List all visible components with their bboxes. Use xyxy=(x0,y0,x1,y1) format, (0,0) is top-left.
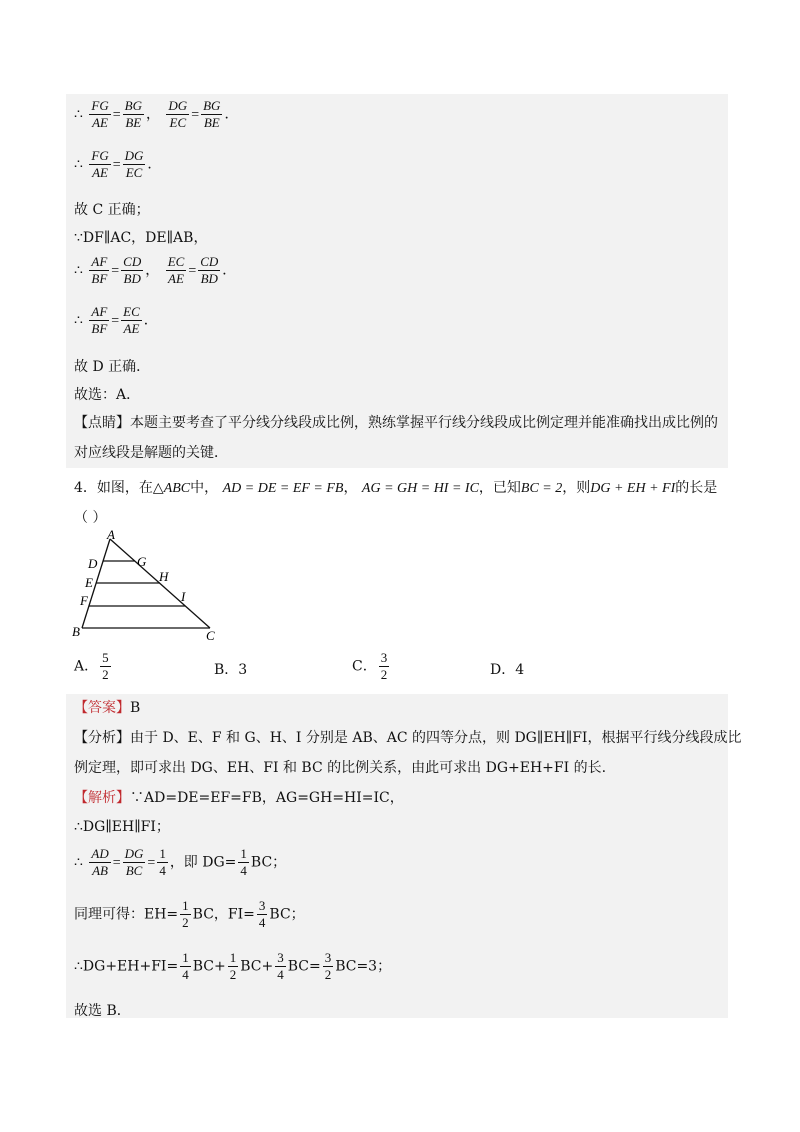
denominator: BF xyxy=(91,321,108,336)
because-symbol: ∵ xyxy=(74,230,83,246)
denominator: EC xyxy=(169,115,187,130)
numerator: BG xyxy=(124,98,142,113)
fraction xyxy=(89,254,109,287)
answer-tag: 【答案】 xyxy=(74,700,130,716)
detail-text: BC； xyxy=(250,854,287,871)
fraction xyxy=(123,148,146,181)
fraction xyxy=(166,98,189,131)
denominator: 4 xyxy=(240,863,247,878)
numerator: AD xyxy=(91,846,109,861)
condition-2: AG = GH = HI = IC xyxy=(361,481,479,496)
label-d: D xyxy=(88,556,98,571)
detail-ratio-line: ∴ $\frac{AD}{AB}$ = $\frac{DG}{BC}$ = $\frac{1}{4}$ ，即 DG= $\frac{1}{4}$ BC； xyxy=(74,846,287,878)
denominator: 4 xyxy=(182,967,189,982)
analysis-line-2: 例定理，即可求出 DG、EH、FI 和 BC 的比例关系，由此可求出 DG+EH+FI 的长. xyxy=(74,760,607,776)
detail-similar-line xyxy=(74,898,305,931)
previous-solution-block xyxy=(66,94,728,468)
ratio-line-4: ∴ $\frac{AF}{BF}$ = $\frac{EC}{AE}$ ． xyxy=(74,304,158,336)
detail-text: BC，FI= xyxy=(192,906,255,923)
numerator: 3 xyxy=(277,950,284,965)
fraction xyxy=(166,254,187,287)
stem-text: ，则 xyxy=(562,480,591,496)
option-c[interactable] xyxy=(352,650,391,683)
therefore-symbol: ∴ xyxy=(74,312,83,329)
denominator: 2 xyxy=(324,967,332,982)
denominator: BD xyxy=(200,271,218,286)
fraction xyxy=(89,148,110,181)
fraction xyxy=(157,846,168,879)
ratio-line-1: ∴ $\frac{FG}{AE}$ = $\frac{BG}{BE}$ ， $\frac{DG}{EC}$ = $\frac{BG}{BE}$ ． xyxy=(74,98,239,130)
label-b: B xyxy=(72,624,80,639)
comment-line-2: 对应线段是解题的关键． xyxy=(74,445,228,461)
fraction xyxy=(89,304,109,337)
numerator: 3 xyxy=(258,898,266,913)
fraction xyxy=(379,650,390,683)
target-expression: DG + EH + FI xyxy=(590,481,676,496)
option-label: A． xyxy=(74,658,99,675)
because-text: DF∥AC，DE∥AB， xyxy=(82,230,208,246)
numerator: CD xyxy=(200,254,219,269)
denominator: 2 xyxy=(182,915,189,930)
denominator: EC xyxy=(125,165,143,180)
numerator: 1 xyxy=(240,846,247,861)
detail-sum-line xyxy=(74,950,391,983)
fraction xyxy=(180,898,191,931)
numerator: EC xyxy=(123,304,140,319)
detail-text: BC=3； xyxy=(335,958,392,975)
numerator: DG xyxy=(124,148,144,163)
numerator: FG xyxy=(91,98,109,113)
option-label: C． xyxy=(352,658,377,675)
numerator: 3 xyxy=(324,950,332,965)
fraction xyxy=(89,98,110,131)
denominator: BC xyxy=(125,863,143,878)
comment-text: 本题主要考查了平分线分线段成比例，熟练掌握平行线分线段成比例定理并能准确找出成比例的 xyxy=(130,415,718,431)
numerator: AF xyxy=(91,304,108,319)
denominator: BE xyxy=(203,115,220,130)
label-a: A xyxy=(107,528,115,542)
therefore-symbol: ∴ xyxy=(74,106,83,123)
because-line xyxy=(74,229,207,247)
denominator: AE xyxy=(168,271,184,286)
fraction xyxy=(228,950,239,983)
detail-text: ∴DG+EH+FI= xyxy=(74,958,179,975)
comment-line-1 xyxy=(74,414,718,432)
fraction xyxy=(100,650,111,683)
option-a[interactable] xyxy=(74,650,113,683)
d-correct-line: 故 D 正确． xyxy=(74,359,151,375)
ratio-line-2: ∴ $\frac{FG}{AE}$ = $\frac{DG}{EC}$ ． xyxy=(74,148,162,180)
denominator: BF xyxy=(91,271,108,286)
fraction xyxy=(180,950,191,983)
detail-text: 同理可得：EH= xyxy=(74,906,179,923)
denominator: AE xyxy=(123,321,140,336)
detail-text: BC= xyxy=(287,958,321,975)
fraction xyxy=(198,254,220,287)
numerator: 1 xyxy=(159,846,166,861)
analysis-tag: 【分析】 xyxy=(74,730,130,746)
condition-3: BC = 2 xyxy=(520,481,563,496)
numerator: EC xyxy=(167,254,185,269)
fraction xyxy=(89,846,110,879)
denominator: AB xyxy=(92,863,108,878)
numerator: FG xyxy=(91,148,109,163)
detail-tag: 【解析】 xyxy=(74,790,130,806)
therefore-symbol: ∴ xyxy=(74,854,83,871)
triangle-symbol: △ABC xyxy=(152,481,191,496)
stem-text: 中， xyxy=(190,480,219,496)
comment-tag: 【点睛】 xyxy=(74,415,130,431)
analysis-text: 由于 D、E、F 和 G、H、I 分别是 AB、AC 的四等分点，则 DG∥EH∥FI，根据平行线分线段成比 xyxy=(130,730,742,746)
detail-line-2: ∴DG∥EH∥FI； xyxy=(74,819,170,835)
detail-text: ，即 DG= xyxy=(169,854,237,871)
numerator: DG xyxy=(124,846,144,861)
final-line: 故选 B． xyxy=(74,1003,131,1019)
label-i: I xyxy=(181,589,186,604)
fraction xyxy=(323,950,334,983)
fraction xyxy=(275,950,286,983)
numerator: 3 xyxy=(380,650,388,665)
fraction xyxy=(257,898,268,931)
option-label: D．4 xyxy=(490,662,525,678)
fraction xyxy=(123,846,146,879)
question-stem: 4．如图，在△ABC中， AD = DE = EF = FB， AG = GH = HI = IC，已知BC = 2，则DG + EH + FI的长是 xyxy=(74,480,718,496)
ratio-line-3: ∴ $\frac{AF}{BF}$ = $\frac{CD}{BD}$ ， $\frac{EC}{AE}$ = $\frac{CD}{BD}$ ． xyxy=(74,254,237,286)
label-e: E xyxy=(85,575,93,590)
numerator: 5 xyxy=(102,650,109,665)
numerator: BG xyxy=(203,98,221,113)
fraction xyxy=(238,846,249,879)
condition-1: AD = DE = EF = FB xyxy=(222,481,344,496)
detail-text: BC+ xyxy=(240,958,274,975)
detail-line-1 xyxy=(74,789,404,807)
denominator: 4 xyxy=(277,967,284,982)
answer-line xyxy=(74,699,140,717)
stem-text: ，已知 xyxy=(478,480,521,496)
numerator: 1 xyxy=(229,950,237,965)
label-f: F xyxy=(80,593,88,608)
label-g: G xyxy=(137,554,147,569)
label-h: H xyxy=(159,569,169,584)
denominator: BD xyxy=(123,271,141,286)
analysis-line-1 xyxy=(74,729,741,747)
denominator: AE xyxy=(92,165,108,180)
numerator: CD xyxy=(123,254,142,269)
numerator: AF xyxy=(91,254,108,269)
detail-text: ∵AD=DE=EF=FB，AG=GH=HI=IC， xyxy=(130,790,404,806)
detail-text: BC+ xyxy=(192,958,226,975)
fraction xyxy=(123,98,144,131)
denominator: AE xyxy=(92,115,108,130)
stem-text: 的长是 xyxy=(675,480,718,496)
detail-text: BC； xyxy=(269,906,305,923)
question-number: 4．如图，在 xyxy=(74,480,153,496)
option-d[interactable] xyxy=(490,659,524,679)
fraction xyxy=(121,304,142,337)
triangle-figure xyxy=(66,528,236,644)
numerator: DG xyxy=(168,98,188,113)
therefore-symbol: ∴ xyxy=(74,156,83,173)
answer-parentheses: （ ） xyxy=(74,510,107,526)
fraction xyxy=(201,98,222,131)
denominator: 4 xyxy=(258,915,266,930)
denominator: 2 xyxy=(102,667,109,682)
option-b[interactable] xyxy=(214,659,247,679)
numerator: 1 xyxy=(182,950,189,965)
fraction xyxy=(121,254,143,287)
denominator: 2 xyxy=(380,667,388,682)
label-c: C xyxy=(206,628,215,643)
choose-line: 故选：A． xyxy=(74,387,141,403)
answer-value: B xyxy=(130,700,141,716)
denominator: BE xyxy=(125,115,142,130)
denominator: 2 xyxy=(229,967,237,982)
therefore-symbol: ∴ xyxy=(74,262,83,279)
option-label: B．3 xyxy=(214,662,248,678)
c-correct-line: 故 C 正确； xyxy=(74,202,150,218)
denominator: 4 xyxy=(159,863,166,878)
solution-block xyxy=(66,694,742,1019)
numerator: 1 xyxy=(182,898,189,913)
